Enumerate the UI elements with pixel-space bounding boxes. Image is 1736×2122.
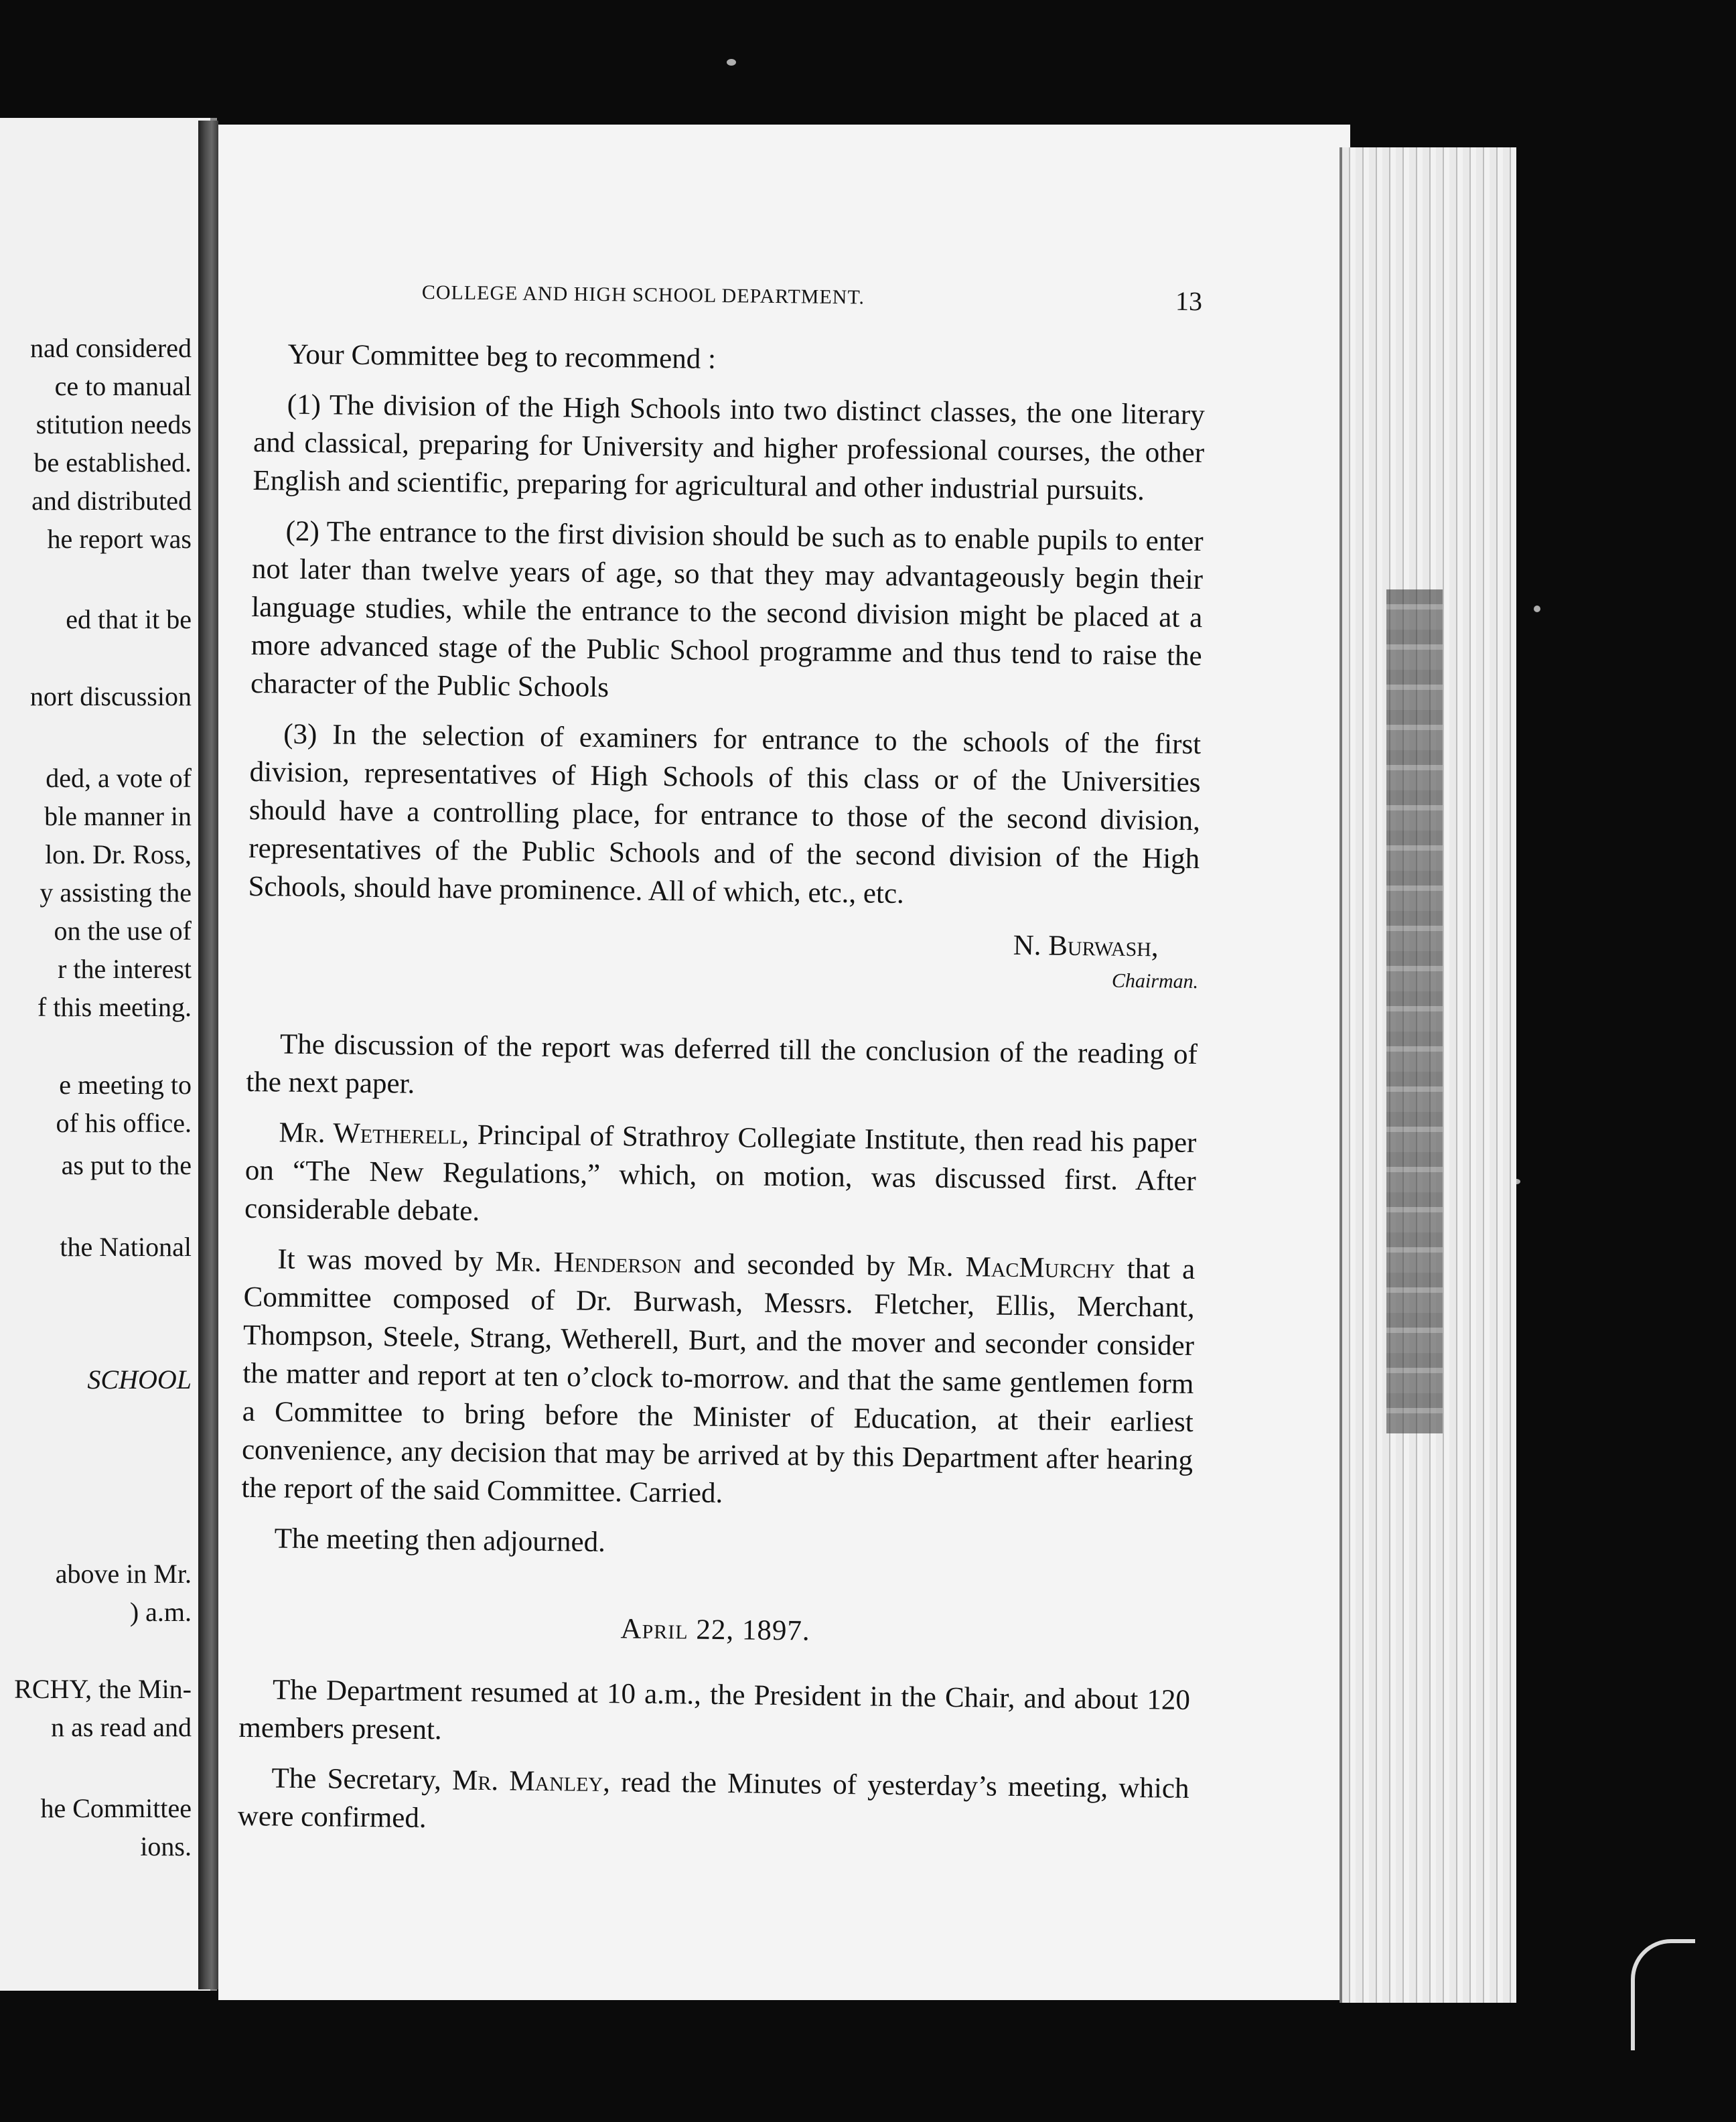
left-fragment: e meeting to [59, 1070, 192, 1100]
left-fragment: RCHY, the Min- [14, 1674, 192, 1704]
page-number: 13 [1175, 285, 1203, 317]
left-fragment: the National [60, 1232, 192, 1262]
scan-artifact-hook [1631, 1939, 1695, 2050]
minutes-paragraph: The discussion of the report was deferred till the conclusion of the reading of the next paper. [246, 1028, 1198, 1100]
left-fragment: SCHOOL [87, 1364, 192, 1395]
minutes-paragraph: The meeting then adjourned. [274, 1523, 606, 1559]
paragraph-text: and seconded by [681, 1248, 908, 1283]
left-fragment: and distributed [31, 486, 192, 516]
left-fragment: he report was [47, 524, 192, 554]
left-fragment: y assisting the [40, 877, 192, 908]
left-fragment: of his office. [56, 1108, 192, 1138]
minutes-paragraph [244, 1113, 1197, 1239]
left-fragment: nad considered [29, 333, 192, 363]
paragraph-text: It was moved by [277, 1243, 496, 1278]
page-body [237, 335, 1206, 1858]
left-fragment: n as read and [51, 1712, 192, 1742]
running-head: COLLEGE AND HIGH SCHOOL DEPARTMENT. [421, 281, 865, 309]
paragraph-text: read the Minutes of yesterday’s meeting, which were confirmed. [237, 1766, 1189, 1835]
minutes-paragraph [241, 1240, 1195, 1518]
left-fragment: nort discussion [29, 681, 192, 711]
left-fragment: ded, a vote of [46, 763, 192, 793]
scan-speck [1534, 606, 1540, 612]
person-name: Mr. Manley, [451, 1764, 611, 1798]
left-fragment: he Committee [40, 1793, 192, 1823]
person-name: Mr. Wetherell, [279, 1117, 469, 1151]
recommendation-1: (1) The division of the High Schools into two distinct classes, the one literary and classical, preparing for University and higher professional courses, the other English and scientific, preparing for agricultural and other industrial pursuits. [252, 388, 1206, 507]
person-name: Mr. Henderson [495, 1246, 682, 1280]
paragraph-text: The Secretary, [271, 1762, 453, 1796]
left-fragment: ions. [140, 1831, 192, 1861]
left-page [0, 118, 217, 1991]
book-gutter [198, 121, 218, 1989]
report-intro: Your Committee beg to recommend : [287, 338, 717, 375]
left-fragment: on the use of [54, 916, 192, 946]
left-fragment: lon. Dr. Ross, [45, 839, 192, 869]
date-heading: April 22, 1897. [620, 1613, 810, 1647]
minutes-paragraph: The Department resumed at 10 a.m., the President in the Chair, and about 120 members present. [238, 1674, 1191, 1746]
minutes-paragraph [238, 1759, 1189, 1846]
person-name: Mr. MacMurchy [907, 1251, 1115, 1285]
left-fragment: above in Mr. [55, 1559, 192, 1589]
recommendation-3: (3) In the selection of examiners for entrance to the schools of the first division, representatives of High Schools of this class or of the Universities should have a controlling place, for entrance to those of the second division, representatives of the Public Schools and of the second division of the High Schools, should have prominence. All of which, etc., etc. [248, 718, 1202, 910]
left-fragment: as put to the [61, 1150, 192, 1180]
signature-title: Chairman. [1111, 969, 1199, 993]
edge-library-stamp [1386, 589, 1443, 1433]
left-fragment: stitution needs [35, 409, 192, 439]
paragraph-text: that a Committee composed of Dr. Burwash, Messrs. Fletcher, Ellis, Merchant, Thompson, Steele, Strang, Wetherell, Burt, and the mover and seconder consider the matter and report at ten o’clock to-morrow. and that the same gentlemen form a Committee to bring before the Minister of Education, at their earliest convenience, any decision that may be arrived at by this Department after hearing the report of the said Committee. Carried. [241, 1253, 1196, 1510]
paragraph-text: Principal of Strathroy Collegiate Institute, then read his paper on “The New Regulations,” which, on motion, was discussed first. After considerable debate. [244, 1119, 1197, 1227]
signature: N. Burwash, [1013, 929, 1159, 963]
left-fragment: f this meeting. [38, 992, 192, 1022]
left-fragment: ed that it be [66, 604, 192, 634]
left-fragment: ble manner in [44, 801, 192, 831]
recommendation-2: (2) The entrance to the first division should be such as to enable pupils to enter not later than twelve years of age, so that they may advantageously begin their language studies, while the entrance to the second division might be placed at a more advanced stage of the Public School programme and thus tend to raise the character of the Public Schools [250, 515, 1204, 704]
left-fragment: r the interest [58, 954, 192, 984]
left-fragment: ) a.m. [129, 1597, 192, 1627]
left-fragment: be established. [33, 447, 192, 478]
left-fragment: ce to manual [54, 371, 192, 401]
scan-speck [727, 59, 736, 66]
